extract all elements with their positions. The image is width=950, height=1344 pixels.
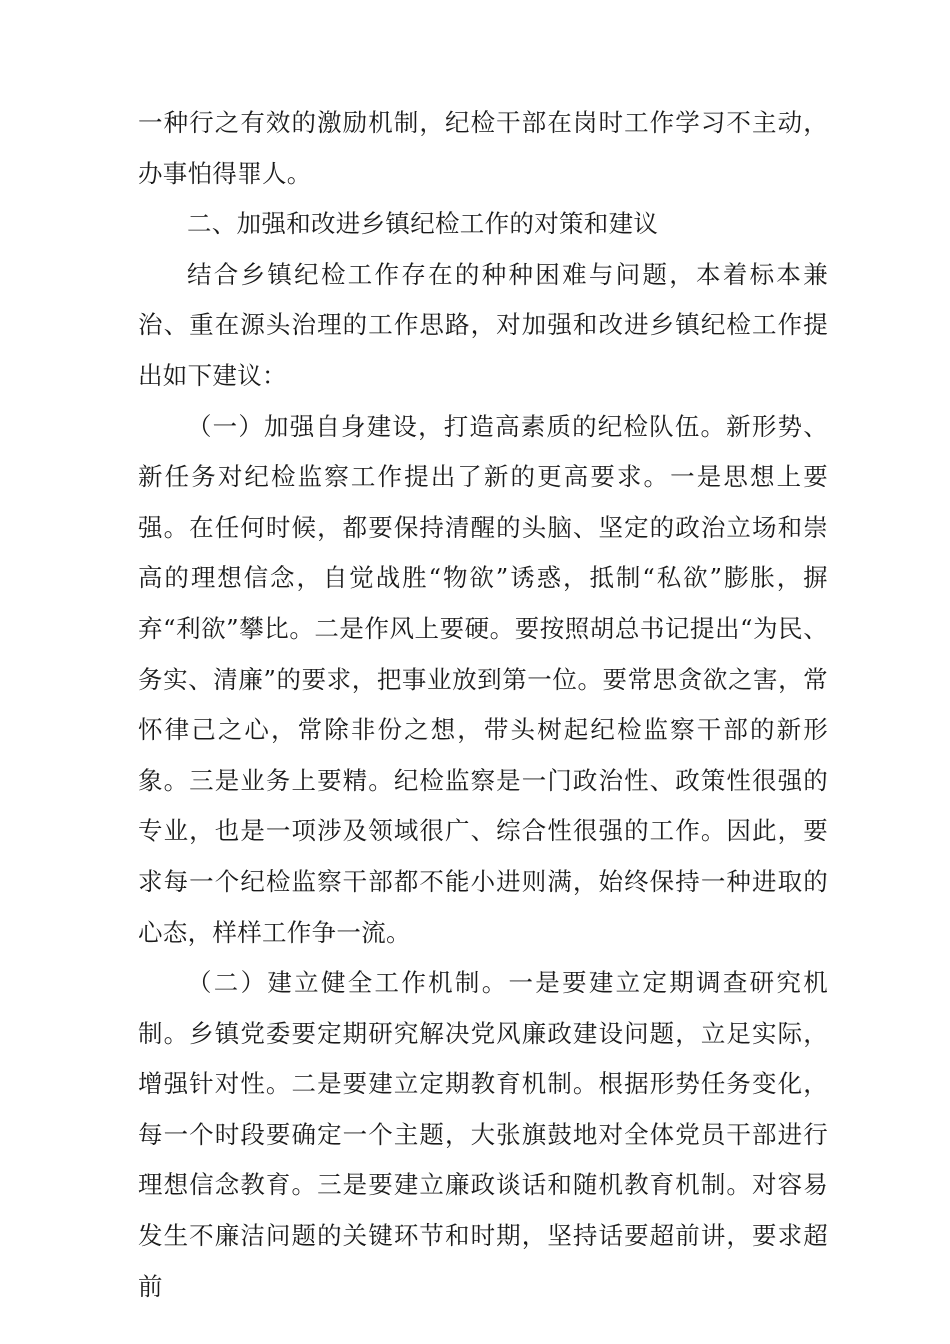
paragraph-continuation: 一种行之有效的激励机制，纪检干部在岗时工作学习不主动，办事怕得罪人。 xyxy=(138,108,828,188)
document-body xyxy=(138,98,828,1312)
paragraph-point-one: （一）加强自身建设，打造高素质的纪检队伍。新形势、新任务对纪检监察工作提出了新的更高要求。一是思想上要强。在任何时候，都要保持清醒的头脑、坚定的政治立场和崇高的理想信念，自觉战胜“物欲”诱惑，抵制“私欲”膨胀，摒弃“利欲”攀比。二是作风上要硬。要按照胡总书记提出“为民、务实、清廉”的要求，把事业放到第一位。要常思贪欲之害，常怀律己之心，常除非份之想，带头树起纪检监察干部的新形象。三是业务上要精。纪检监察是一门政治性、政策性很强的专业，也是一项涉及领域很广、综合性很强的工作。因此，要求每一个纪检监察干部都不能小进则满，始终保持一种进取的心态，样样工作争一流。 xyxy=(138,411,828,947)
paragraph-point-two: （二）建立健全工作机制。一是要建立定期调查研究机制。乡镇党委要定期研究解决党风廉政建设问题，立足实际，增强针对性。二是要建立定期教育机制。根据形势任务变化，每一个时段要确定一个主题，大张旗鼓地对全体党员干部进行理想信念教育。三是要建立廉政谈话和随机教育机制。对容易发生不廉洁问题的关键环节和时期，坚持话要超前讲，要求超前 xyxy=(138,968,828,1301)
paragraph-intro: 结合乡镇纪检工作存在的种种困难与问题，本着标本兼治、重在源头治理的工作思路，对加强和改进乡镇纪检工作提出如下建议： xyxy=(138,259,828,390)
section-heading: 二、加强和改进乡镇纪检工作的对策和建议 xyxy=(187,209,659,239)
